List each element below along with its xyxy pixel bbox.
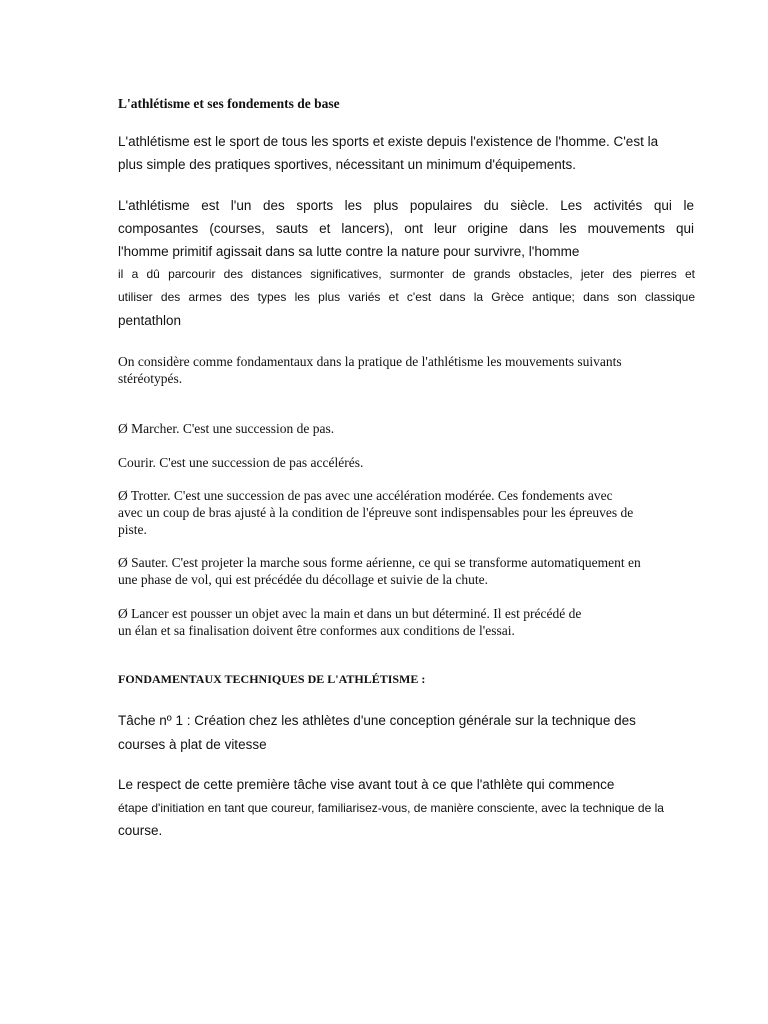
intro-line: L'athlétisme est le sport de tous les sports et existe depuis l'existence de l'homme. C'est la	[118, 134, 659, 149]
movement-trotter-line: piste.	[118, 522, 147, 537]
movement-sauter-line: une phase de vol, qui est précédée du décollage et suivie de la chute.	[118, 572, 488, 587]
section-heading: FONDAMENTAUX TECHNIQUES DE L'ATHLÉTISME :	[118, 672, 426, 686]
movement-courir: Courir. C'est une succession de pas accélérés.	[118, 455, 364, 470]
movement-marcher: Ø Marcher. C'est une succession de pas.	[118, 421, 335, 436]
movement-lancer-line: un élan et sa finalisation doivent être conformes aux conditions de l'essai.	[118, 623, 515, 638]
movement-trotter-line: Ø Trotter. C'est une succession de pas avec une accélération modérée. Ces fondements avec	[118, 488, 613, 503]
movement-lancer-line: Ø Lancer est pousser un objet avec la main et dans un but déterminé. Il est précédé de	[118, 606, 582, 621]
movement-trotter-line: avec un coup de bras ajusté à la condition de l'épreuve sont indispensables pour les épreuves de	[118, 505, 634, 520]
respect-line: course.	[118, 823, 163, 838]
fundamentals-intro-line: On considère comme fondamentaux dans la pratique de l'athlétisme les mouvements suivants	[118, 354, 622, 369]
fundamentals-intro-line: stéréotypés.	[118, 371, 183, 386]
popular-line: composantes (courses, sauts et lancers), ont leur origine dans les mouvements qui	[118, 221, 694, 236]
document-title: L'athlétisme et ses fondements de base	[118, 96, 340, 111]
popular-line: il a dû parcourir des distances significatives, surmonter de grands obstacles, jeter des pierres et	[118, 267, 695, 281]
popular-line: pentathlon	[118, 313, 182, 328]
popular-line: L'athlétisme est l'un des sports les plus populaires du siècle. Les activités qui le	[118, 198, 694, 213]
task-line: courses à plat de vitesse	[118, 737, 267, 752]
intro-line: plus simple des pratiques sportives, nécessitant un minimum d'équipements.	[118, 157, 577, 172]
popular-line: utiliser des armes des types les plus variés et c'est dans la Grèce antique; dans son classique	[118, 290, 695, 304]
task-line: Tâche nº 1 : Création chez les athlètes d'une conception générale sur la technique des	[118, 713, 636, 728]
respect-line: étape d'initiation en tant que coureur, familiarisez-vous, de manière consciente, avec la technique de la	[118, 801, 664, 815]
movement-sauter-line: Ø Sauter. C'est projeter la marche sous forme aérienne, ce qui se transforme automatiquement en	[118, 555, 641, 570]
respect-line: Le respect de cette première tâche vise avant tout à ce que l'athlète qui commence	[118, 777, 615, 792]
popular-line: l'homme primitif agissait dans sa lutte contre la nature pour survivre, l'homme	[118, 244, 580, 259]
